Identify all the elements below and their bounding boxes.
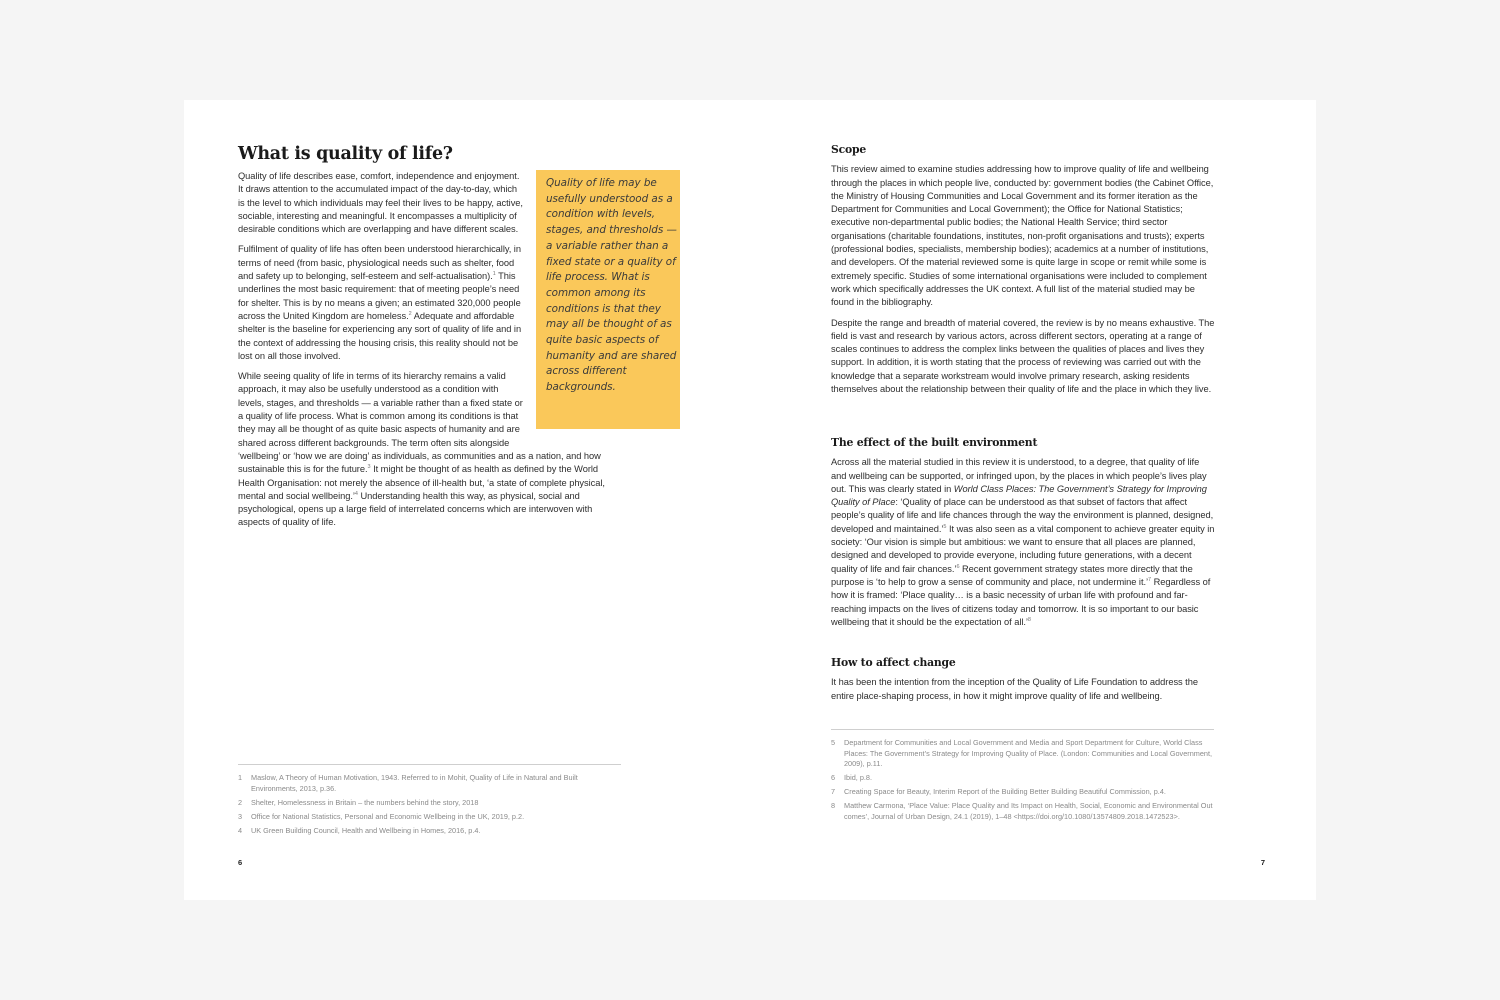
footnote-ref: 1 <box>492 270 496 277</box>
page-number: 7 <box>1260 858 1265 867</box>
footnote: 4 UK Green Building Council, Health and Wellbeing in Homes, 2016, p.4. <box>238 825 481 835</box>
footnote-ref: 3 <box>367 464 371 471</box>
footnote-ref: 4 <box>354 490 358 497</box>
footnote-ref: 5 <box>943 523 947 530</box>
footnote: 5 Department for Communities and Local Government and Media and Sport Department for Culture, World Class Places: The Government’s Strategy for Improving Quality of Place. (London: Communities and Local Government, 2009), p.11. <box>831 738 1212 768</box>
footnote-ref: 2 <box>408 310 412 317</box>
paragraph: It has been the intention from the inception of the Quality of Life Foundation to address the entire place-shaping process, in how it might improve quality of life and wellbeing. <box>831 677 1198 701</box>
paragraph: Despite the range and breadth of material covered, the review is by no means exhaustive. The field is vast and research by various actors, across different sectors, operating at a range of scales continues to address the complex links between the qualities of places and lives they support. In addition, it is worth stating that the process of reviewing was carried out with the knowledge that a separate workstream would involve primary research, asking residents themselves about the relationship between their quality of life and the place in which they live. <box>831 317 1215 395</box>
section-heading: Scope <box>831 143 866 156</box>
footnotes-left <box>238 773 613 840</box>
footnote-divider <box>238 764 621 765</box>
paragraph: Across all the material studied in this review it is understood, to a degree, that quality of life and wellbeing can be supported, or infringed upon, by the places in which people’s lives play out. This was clearly stated in World Class Places: The Government’s Strategy for Improving Quality of Place: ‘Quality of place can be understood as that subset of factors that affect people’s quality of life and life chances through the way the environment is planned, designed, developed and maintained.’$^5$ It was also seen as a vital component to achieve greater equity in society: ‘Our vision is simple but ambitious: we want to ensure that all places are planned, designed and developed to provide everyone, including future generations, with a decent quality of life and fair chances.’$^6$ Recent government strategy states more directly that the purpose is ‘to help to grow a sense of community and place, not undermine it.’$^7$ Regardless of how it is framed: ‘Place quality… is a basic necessity of urban life with profound and far-reaching impacts on the lives of citizens today and tomorrow. It is so important to our basic wellbeing that it should be the expectation of all.’$^8$ <box>831 457 1215 627</box>
footnote: 2 Shelter, Homelessness in Britain – the numbers behind the story, 2018 <box>238 797 479 807</box>
footnote-ref: 8 <box>1027 616 1031 623</box>
left-body <box>238 170 677 537</box>
footnote: 6 Ibid, p.8. <box>831 773 872 782</box>
footnote: 7 Creating Space for Beauty, Interim Report of the Building Better Building Beautiful Commission, p.4. <box>831 787 1166 796</box>
section-affect-change <box>831 656 1215 710</box>
section-scope <box>831 143 1215 403</box>
section-heading: The effect of the built environment <box>831 436 1038 449</box>
book-spread <box>184 100 1316 900</box>
section-heading: How to affect change <box>831 656 956 669</box>
left-page <box>184 100 750 900</box>
footnote-divider <box>831 729 1214 730</box>
footnote: 8 Matthew Carmona, ‘Place Value: Place Quality and Its Impact on Health, Social, Economic and Environmental Outcomes’, Journal of Urban Design, 24.1 (2019), 1–48 <https://doi.org/10.1080/13574809.2018.1472523>. <box>831 801 1213 821</box>
citation-title: World Class Places: The Government’s Strategy for Improving Quality of Place <box>831 483 1207 508</box>
footnote: 3 Office for National Statistics, Personal and Economic Wellbeing in the UK, 2019, p.2. <box>238 811 525 821</box>
paragraph-intro: Quality of life describes ease, comfort, independence and enjoyment. It draws attention to the accumulated impact of the day-to-day, which is the level to which individuals may feel their lives to be happy, active, sociable, interesting and meaningful. It encompasses a multiplicity of desirable conditions which are overlapping and have different scales. <box>238 171 523 235</box>
page-number: 6 <box>238 858 243 867</box>
pull-quote: Quality of life may be usefully understood as a condition with levels, stages, and thresholds — a variable rather than a fixed state or a quality of life process. What is common among its conditions is that they may all be thought of as quite basic aspects of humanity and are shared across different backgrounds. <box>536 170 680 429</box>
right-page <box>750 100 1316 900</box>
footnotes-right <box>831 738 1214 826</box>
page-title: What is quality of life? <box>238 144 453 164</box>
section-built-environment <box>831 436 1215 636</box>
footnote-ref: 6 <box>956 563 960 570</box>
paragraph: This review aimed to examine studies addressing how to improve quality of life and wellbeing through the places in which people live, conducted by: government bodies (the Cabinet Office, the Ministry of Housing Communities and Local Government and its former iteration as the Department for Communities and Local Government); the Office for National Statistics; executive non-departmental public bodies; the National Health Service; third sector organisations (charitable foundations, institutes, non-profit organisations and trusts); experts (professional bodies, specialists, membership bodies); academics at a number of institutions, and developers. Of the material reviewed some is quite large in scope or remit while some is extremely specific. Studies of some international organisations were included to complement work which specifically addresses the UK context. A full list of the material studied may be found in the bibliography. <box>831 164 1214 308</box>
footnote: 1 Maslow, A Theory of Human Motivation, 1943. Referred to in Mohit, Quality of Life in Natural and Built Environments, 2013, p.36. <box>238 773 578 793</box>
footnote-ref: 7 <box>1148 576 1152 583</box>
paragraph-hierarchy: Fulfilment of quality of life has often been understood hierarchically, in terms of need (from basic, physiological needs such as shelter, food and safety up to belonging, self-esteem and self-actualisation).$^1$ This underlines the most basic requirement: that of meeting people’s need for shelter. This is by no means a given; an estimated 320,000 people across the United Kingdom are homeless.$^2$ Adequate and affordable shelter is the baseline for experiencing any sort of quality of life and in the context of addressing the housing crisis, this reality should not be lost on all those involved. <box>238 244 522 361</box>
paragraph-levels: While seeing quality of life in terms of its hierarchy remains a valid approach, it may also be usefully understood as a condition with levels, stages, and thresholds — a variable rather than a fixed state or a quality of life process. What is common among its conditions is that they may all be thought of as quite basic aspects of humanity and are shared across different backgrounds. The term often sits alongside ‘wellbeing’ or ‘how we are doing’ as individuals, as communities and as a nation, and how sustainable this is for the future.$^3$ It might be thought of as health as defined by the World Health Organisation: not merely the absence of ill-health but, ‘a state of complete physical, mental and social wellbeing.’$^4$ Understanding health this way, as physical, social and psychological, opens up a large field of interrelated concerns which are interwoven with aspects of quality of life. <box>238 371 605 528</box>
